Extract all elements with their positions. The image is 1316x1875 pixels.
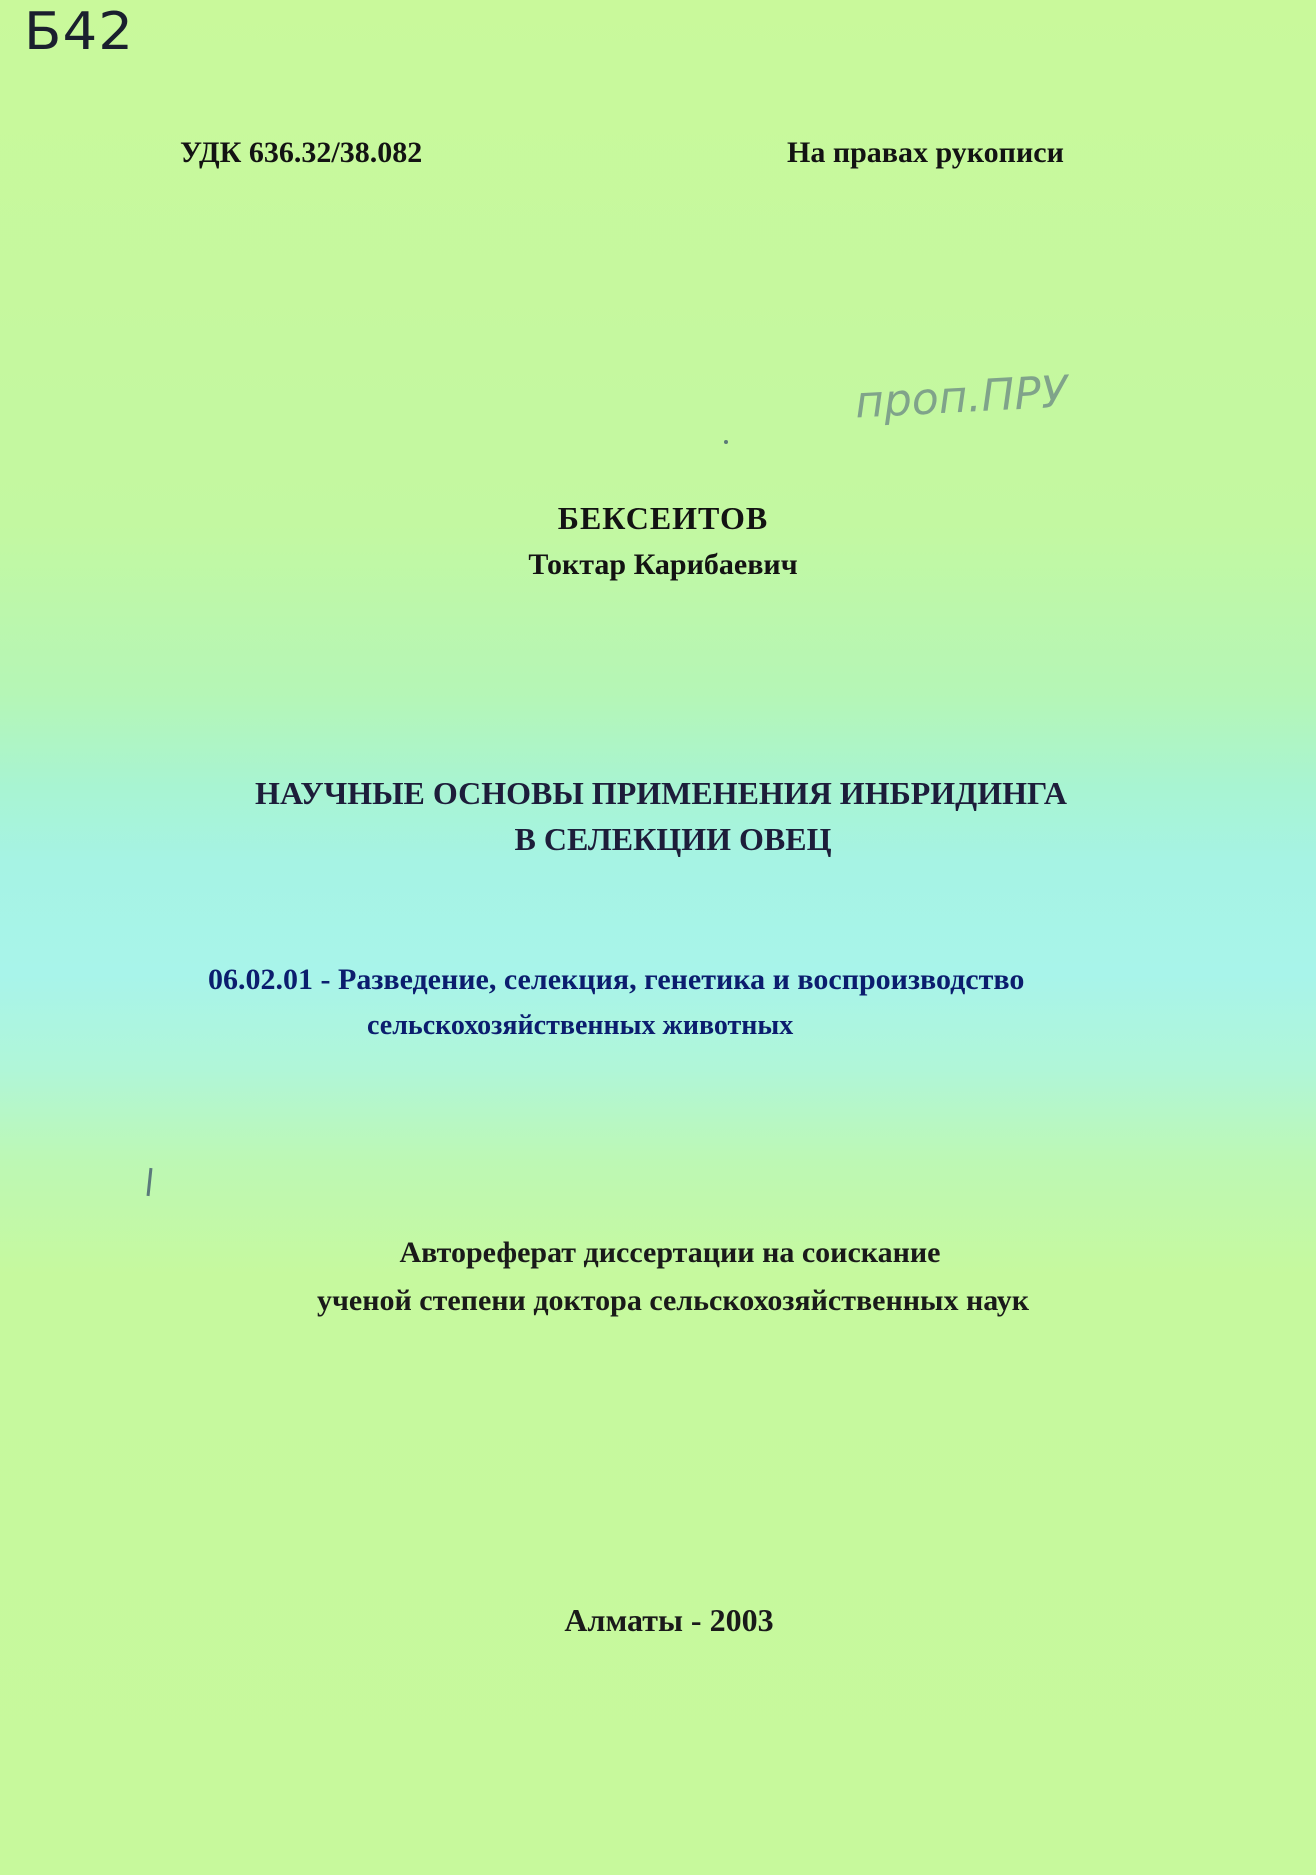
pencil-mark <box>147 1168 153 1196</box>
handwritten-note: проп.ПРУ <box>853 366 1070 429</box>
city-year: Алматы - 2003 <box>564 1602 774 1638</box>
dissertation-title-line-2: В СЕЛЕКЦИИ ОВЕЦ <box>514 821 832 857</box>
author-name: Токтар Карибаевич <box>528 548 798 581</box>
specialty-line-1: 06.02.01 - Разведение, селекция, генетика и воспроизводство <box>208 963 1025 996</box>
specialty-line-2: сельскохозяйственных животных <box>367 1010 794 1041</box>
abstract-line-2: ученой степени доктора сельскохозяйственных наук <box>316 1284 1030 1317</box>
rights-notice: На правах рукописи <box>787 136 1064 169</box>
handwritten-index-mark: Б42 <box>24 2 135 62</box>
udk-code: УДК 636.32/38.082 <box>180 136 423 169</box>
abstract-line-1: Автореферат диссертации на соискание <box>399 1236 941 1269</box>
speck-mark <box>724 440 728 444</box>
author-surname: БЕКСЕИТОВ <box>557 500 769 536</box>
dissertation-title-line-1: НАУЧНЫЕ ОСНОВЫ ПРИМЕНЕНИЯ ИНБРИДИНГА <box>255 775 1067 811</box>
